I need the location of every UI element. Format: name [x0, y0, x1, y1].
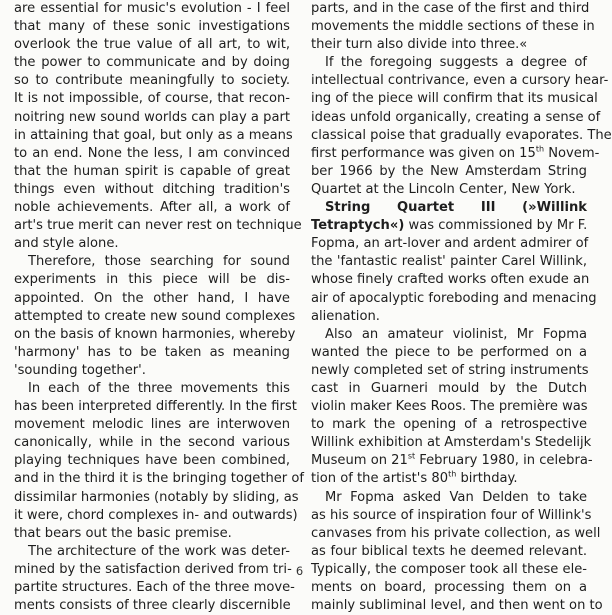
bold-title: Tetraptych«): [311, 218, 405, 234]
text-line: that many of these sonic investigations: [14, 19, 290, 35]
left-text-column: [14, 0, 304, 615]
text-span: birthday.: [456, 471, 518, 487]
text-line: overlook the true value of all art, to wit,: [14, 37, 290, 53]
text-line: [311, 217, 587, 235]
text-line: air of apocalyptic foreboding and menacing: [311, 290, 597, 306]
text-line: dissimilar harmonies (notably by sliding, as: [14, 489, 299, 505]
text-line: noble achievements. After all, a work of: [14, 200, 290, 216]
text-line: wanted the piece to be performed on a: [311, 344, 587, 360]
text-line: Willink exhibition at Amsterdam's Stedelijk: [311, 435, 592, 451]
text-line: ber 1966 by the New Amsterdam String: [311, 163, 587, 179]
text-line: It is not impossible, of course, that recon-: [14, 91, 290, 107]
text-line: ments consists of three clearly discernible: [14, 598, 291, 614]
superscript: th: [448, 470, 457, 480]
text-line: classical poise that gradually evaporates. The: [311, 127, 612, 143]
text-line: experiments in this piece will be dis-: [14, 272, 290, 288]
text-line: in attaining that goal, but only as a means: [14, 127, 293, 143]
text-line: it were, chord complexes in- and outwards): [14, 507, 298, 523]
text-span: February 1980, in celebra-: [415, 453, 593, 469]
text-line: mainly subliminal level, and then went on to: [311, 598, 603, 614]
text-line: ing of the piece will confirm that its musical: [311, 91, 598, 107]
text-line: their turn also divide into three.«: [311, 37, 528, 53]
text-line: on the basis of known harmonies, whereby: [14, 326, 296, 342]
text-line: to mark the opening of a retrospective: [311, 417, 587, 433]
text-line: that the human spirit is capable of great: [14, 163, 290, 179]
text-line: violin maker Kees Roos. The première was: [311, 399, 588, 415]
text-line: movement melodic lines are interwoven: [14, 417, 290, 433]
text-line: [311, 470, 587, 488]
text-line: Therefore, those searching for sound: [28, 254, 290, 270]
text-line: movements the middle sections of these in: [311, 19, 595, 35]
text-line: canvases from his private collection, as well: [311, 525, 601, 541]
text-line: [311, 199, 587, 217]
text-line: has been interpreted differently. In the first: [14, 399, 297, 415]
text-line: noitring new sound worlds can play a part: [14, 109, 290, 125]
text-line: art's true merit can never rest on technique: [14, 218, 302, 234]
text-line: In each of the three movements this: [28, 380, 290, 396]
text-line: attempted to create new sound complexes: [14, 308, 296, 324]
bold-title: String Quartet III (»Willink: [325, 200, 587, 216]
text-line: appointed. On the other hand, I have: [14, 290, 290, 306]
text-span: tion of the artist's 80: [311, 471, 449, 487]
text-line: intellectual contrivance, even a cursory hear-: [311, 73, 609, 89]
superscript: th: [535, 144, 545, 154]
right-text-column: [311, 0, 612, 615]
text-line: 'harmony' has to be taken as meaning: [14, 344, 290, 360]
text-span: Museum on 21: [311, 453, 408, 469]
text-line: cast in Guarneri mould by the Dutch: [311, 380, 587, 396]
text-line: to an end. None the less, I am convinced: [14, 145, 290, 161]
text-line: things even without ditching tradition's: [14, 181, 290, 197]
text-line: parts, and in the case of the first and third: [311, 1, 590, 16]
text-line: Mr Fopma asked Van Delden to take: [325, 489, 587, 505]
text-line: ideas unfold organically, creating a sense of: [311, 109, 601, 125]
text-line: Quartet at the Lincoln Center, New York.: [311, 181, 576, 197]
text-line: Typically, the composer took all these ele-: [311, 561, 587, 577]
text-line: playing techniques have been combined,: [14, 453, 290, 469]
text-span: was commissioned by Mr F.: [404, 218, 588, 234]
text-line: 'sounding together'.: [14, 362, 146, 378]
text-line: and style alone.: [14, 236, 119, 252]
text-line: are essential for music's evolution - I feel: [14, 1, 290, 16]
text-line: If the foregoing suggests a degree of: [325, 55, 587, 71]
text-line: as his source of inspiration four of Willink's: [311, 507, 592, 523]
page-number: 6: [295, 564, 304, 578]
text-line: the power to communicate and by doing: [14, 55, 290, 71]
text-line: alienation.: [311, 308, 380, 324]
text-line: that bears out the basic premise.: [14, 525, 232, 541]
text-line: canonically, while in the second various: [14, 435, 290, 451]
text-line: and in the third it is the bringing together of: [14, 471, 304, 487]
text-line: Also an amateur violinist, Mr Fopma: [325, 326, 587, 342]
text-line: [311, 144, 600, 163]
text-line: Fopma, an art-lover and ardent admirer of: [311, 236, 589, 252]
text-line: whose finely crafted works often exude an: [311, 272, 590, 288]
text-line: so to contribute meaningfully to society.: [14, 73, 290, 89]
text-line: newly completed set of string instruments: [311, 362, 589, 378]
text-line: ments on board, processing them on a: [311, 580, 587, 595]
text-line: mined by the satisfaction derived from tri-: [14, 561, 292, 577]
text-line: The architecture of the work was deter-: [28, 543, 290, 559]
text-span: first performance was given on 15: [311, 145, 536, 161]
text-line: [311, 451, 593, 470]
superscript: st: [407, 451, 416, 461]
text-line: partite structures. Each of the three move-: [14, 580, 295, 595]
text-line: as four biblical texts he deemed relevant.: [311, 543, 587, 559]
text-span: Novem-: [544, 145, 600, 161]
text-line: the 'fantastic realist' painter Carel Willink,: [311, 254, 587, 270]
